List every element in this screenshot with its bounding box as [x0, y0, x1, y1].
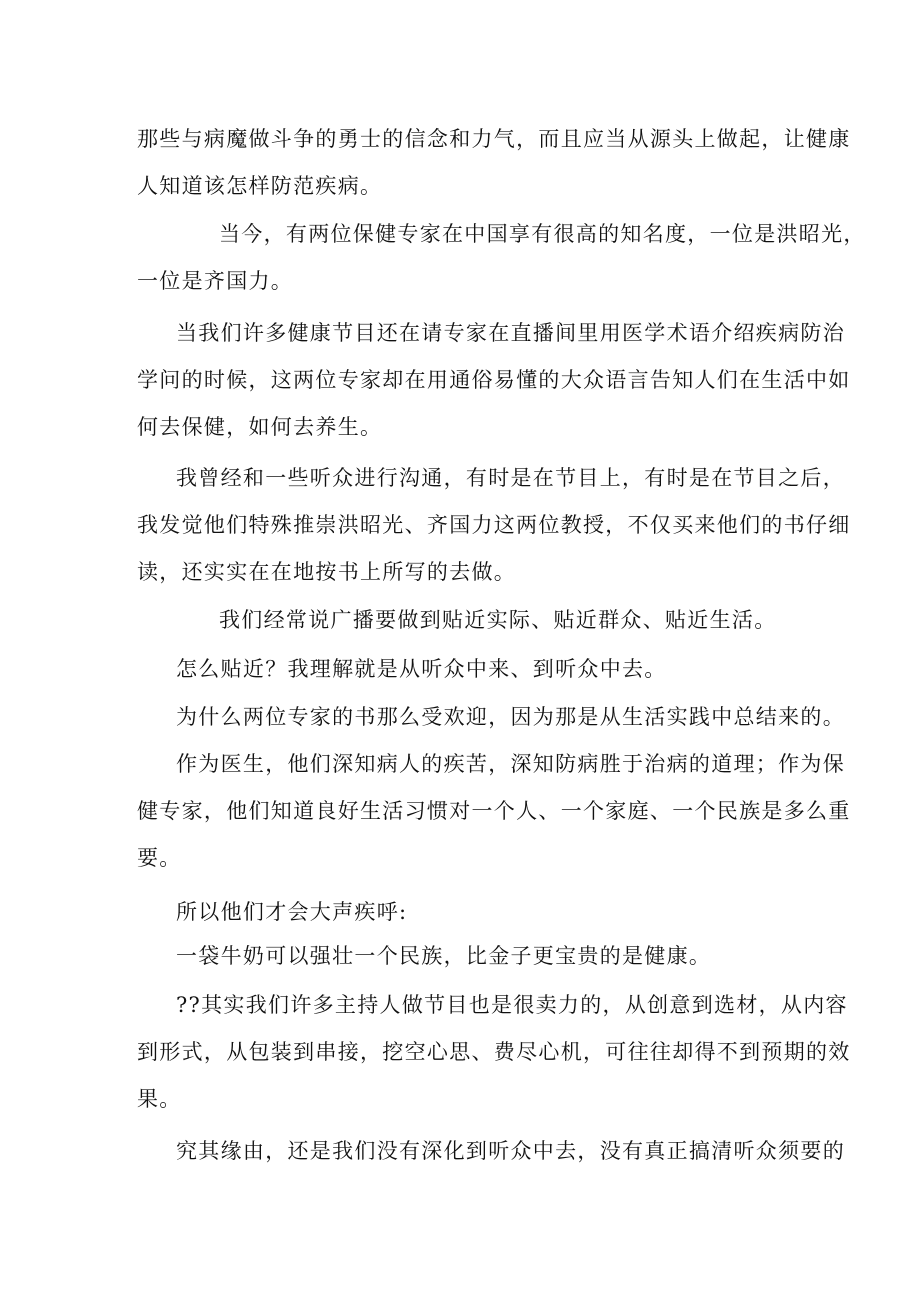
text-line: 学问的时候，这两位专家却在用通俗易懂的大众语言告知人们在生活中如 [137, 368, 851, 392]
text-line: 当我们许多健康节目还在请专家在直播间里用医学术语介绍疾病防治 [176, 321, 845, 345]
text-line: 作为医生，他们深知病人的疾苦，深知防病胜于治病的道理；作为保 [176, 752, 845, 776]
text-line: 读，还实实在在地按书上所写的去做。 [137, 560, 517, 584]
text-line: 我曾经和一些听众进行沟通，有时是在节目上，有时是在节目之后， [176, 466, 845, 490]
text-line: 所以他们才会大声疾呼: [176, 900, 408, 924]
text-line: 为什么两位专家的书那么受欢迎，因为那是从生活实践中总结来的。 [176, 705, 845, 729]
text-line: 果。 [137, 1087, 182, 1111]
text-line: 究其缘由，还是我们没有深化到听众中去，没有真正搞清听众须要的 [176, 1139, 845, 1163]
text-line: 我发觉他们特殊推崇洪昭光、齐国力这两位教授，不仅买来他们的书仔细 [137, 513, 851, 537]
text-line: 何去保健，如何去养生。 [137, 415, 383, 439]
text-line: 要。 [137, 846, 182, 870]
text-line: 到形式，从包装到串接，挖空心思、费尽心机，可往往却得不到预期的效 [137, 1040, 851, 1064]
text-line: 人知道该怎样防范疾病。 [137, 174, 383, 198]
text-line: 怎么贴近？我理解就是从听众中来、到听众中去。 [176, 657, 667, 681]
text-line: 健专家，他们知道良好生活习惯对一个人、一个家庭、一个民族是多么重 [137, 799, 851, 823]
text-line: ??其实我们许多主持人做节目也是很卖力的，从创意到选材，从内容 [176, 993, 848, 1017]
text-line: 当今，有两位保健专家在中国享有很高的知名度，一位是洪昭光， [219, 222, 866, 246]
text-line: 一位是齐国力。 [137, 269, 294, 293]
text-line: 那些与病魔做斗争的勇士的信念和力气，而且应当从源头上做起，让健康 [137, 127, 851, 151]
text-line: 我们经常说广播要做到贴近实际、贴近群众、贴近生活。 [219, 608, 777, 632]
text-line: 一袋牛奶可以强壮一个民族，比金子更宝贵的是健康。 [176, 944, 712, 968]
